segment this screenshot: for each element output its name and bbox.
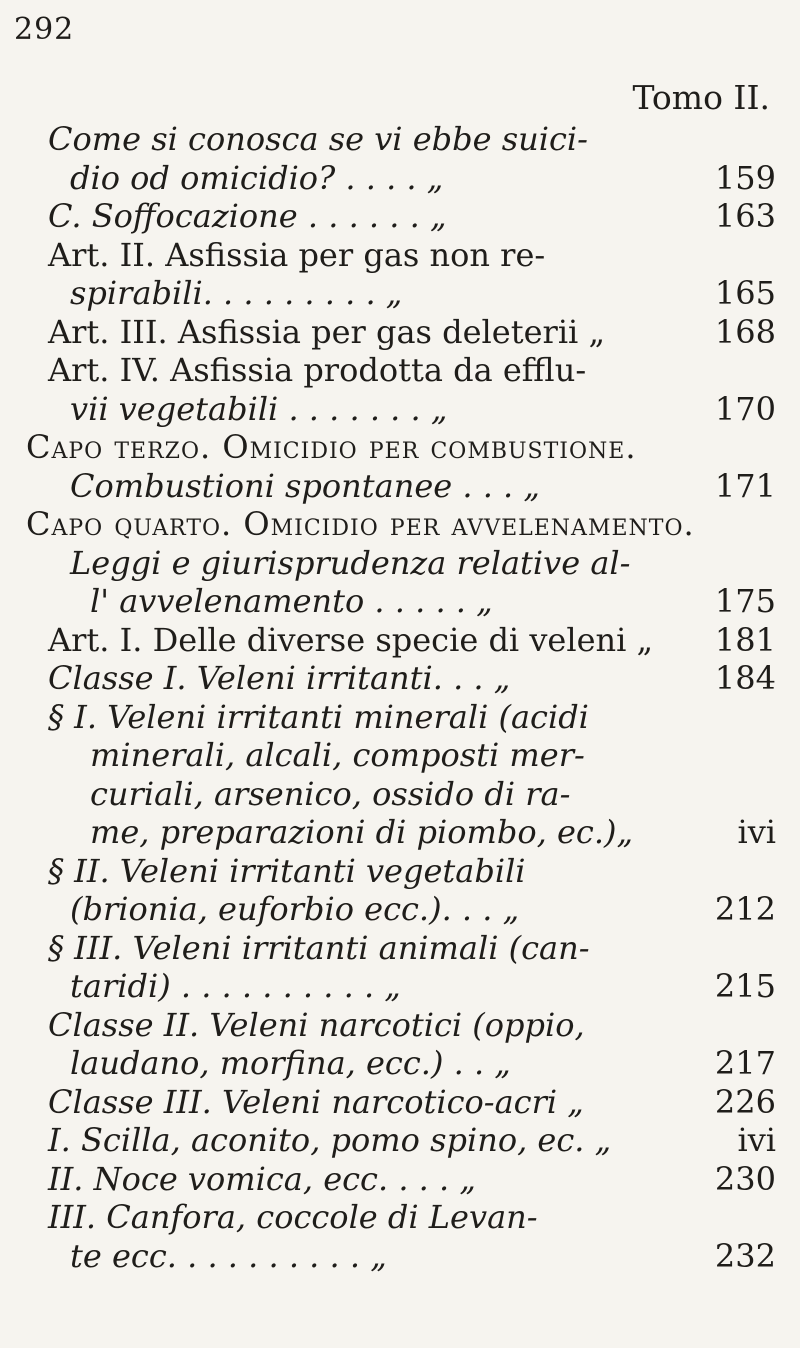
toc-entry-title: vii vegetabili . . . . . . . „ [70,389,448,428]
toc-entry-page: 175 [714,582,776,620]
toc-entry [0,888,800,930]
toc-entry [0,773,800,815]
toc-entry [0,850,800,892]
toc-entry-page: ivi [737,1121,776,1159]
toc-entry-title: Art. IV. Asfissia prodotta da efflu- [48,351,587,389]
toc-entry-title: III. Canfora, coccole di Levan- [48,1198,538,1236]
toc-entry-page: 159 [714,158,776,197]
toc-entry [0,657,800,699]
toc-entry [0,1196,800,1238]
toc-entry [0,965,800,1007]
toc-entry [0,503,800,545]
volume-header: Tomo II. [632,78,770,117]
toc-entry [0,580,800,622]
toc-entry [0,1042,800,1084]
toc-entry [0,811,800,853]
toc-entry-page: 163 [714,197,776,235]
toc-entry [0,1004,800,1046]
toc-entry-title: Classe III. Veleni narcotico-acri „ [48,1082,584,1121]
toc-entry-title: dio od omicidio? . . . . „ [70,158,444,197]
toc-entry [0,734,800,776]
toc-entry [0,1235,800,1277]
toc-entry-title: Come si conosca se vi ebbe suici- [48,120,588,158]
toc-entry-title: Classe I. Veleni irritanti. . . „ [48,659,511,697]
toc-entry-title: (brionia, euforbio ecc.). . . „ [70,890,520,928]
toc-entry [0,157,800,199]
toc-entry-page: 170 [714,389,776,428]
toc-entry-title: curiali, arsenico, ossido di ra- [90,774,571,813]
toc-entry [0,696,800,738]
toc-entry-page: 226 [714,1082,776,1121]
toc-entry [0,388,800,430]
toc-entry-title: Art. II. Asfissia per gas non re- [48,235,546,274]
toc-entry-page: 181 [714,620,776,659]
toc-entry-title: Leggi e giurisprudenza relative al- [70,543,631,582]
toc-entry [0,118,800,160]
toc-entry-title: spirabili. . . . . . . . . „ [70,274,403,312]
toc-entry-title: me, preparazioni di piombo, ec.)„ [90,813,634,851]
toc-entry [0,349,800,391]
toc-entry [0,272,800,314]
toc-entry [0,195,800,237]
toc-entry-title: laudano, morfina, ecc.) . . „ [70,1044,511,1082]
toc-entry-title: § II. Veleni irritanti vegetabili [48,851,526,890]
toc-entry [0,311,800,353]
toc-entry [0,542,800,584]
toc-entry-title: te ecc. . . . . . . . . . „ [70,1236,387,1275]
toc-entry-page: 171 [714,466,776,505]
toc-entry [0,619,800,661]
toc-entry-title: II. Noce vomica, ecc. . . . „ [48,1159,476,1198]
toc-entry-page: 232 [714,1236,776,1275]
toc-entry [0,1119,800,1161]
toc-entry-title: Capo terzo. Omicidio per combustione. [26,428,637,466]
toc-entry-page: 217 [714,1044,776,1082]
toc-entry [0,1158,800,1200]
toc-entry-title: l' avvelenamento . . . . . „ [90,582,493,620]
toc-entry-title: Art. I. Delle diverse specie di veleni „ [48,620,654,659]
toc-entry-page: 165 [714,274,776,312]
toc-entry-title: minerali, alcali, composti mer- [90,736,585,774]
toc-entry-page: 230 [714,1159,776,1198]
toc-entry-title: Art. III. Asfissia per gas deleterii „ [48,312,606,351]
toc-entry-page: 215 [714,967,776,1005]
toc-entry [0,927,800,969]
toc-entry-page: 168 [714,312,776,351]
toc-entry-title: Classe II. Veleni narcotici (oppio, [48,1005,585,1044]
toc-entry-page: 212 [714,890,776,928]
toc-entry-title: § I. Veleni irritanti minerali (acidi [48,697,589,736]
toc-entry-title: C. Soffocazione . . . . . . „ [48,197,447,235]
toc-entry-page: ivi [737,813,776,851]
toc-entry-page: 184 [714,659,776,697]
toc-entry [0,465,800,507]
toc-entry [0,426,800,468]
toc-entry [0,1081,800,1123]
toc-entry-title: I. Scilla, aconito, pomo spino, ec. „ [48,1121,612,1159]
toc-entry [0,234,800,276]
page-number: 292 [14,12,75,47]
toc-entry-title: § III. Veleni irritanti animali (can- [48,928,590,967]
toc-entry-title: Capo quarto. Omicidio per avvelenamento. [26,505,695,543]
toc-entry-title: Combustioni spontanee . . . „ [70,466,540,505]
toc-entry-title: taridi) . . . . . . . . . . „ [70,967,401,1005]
